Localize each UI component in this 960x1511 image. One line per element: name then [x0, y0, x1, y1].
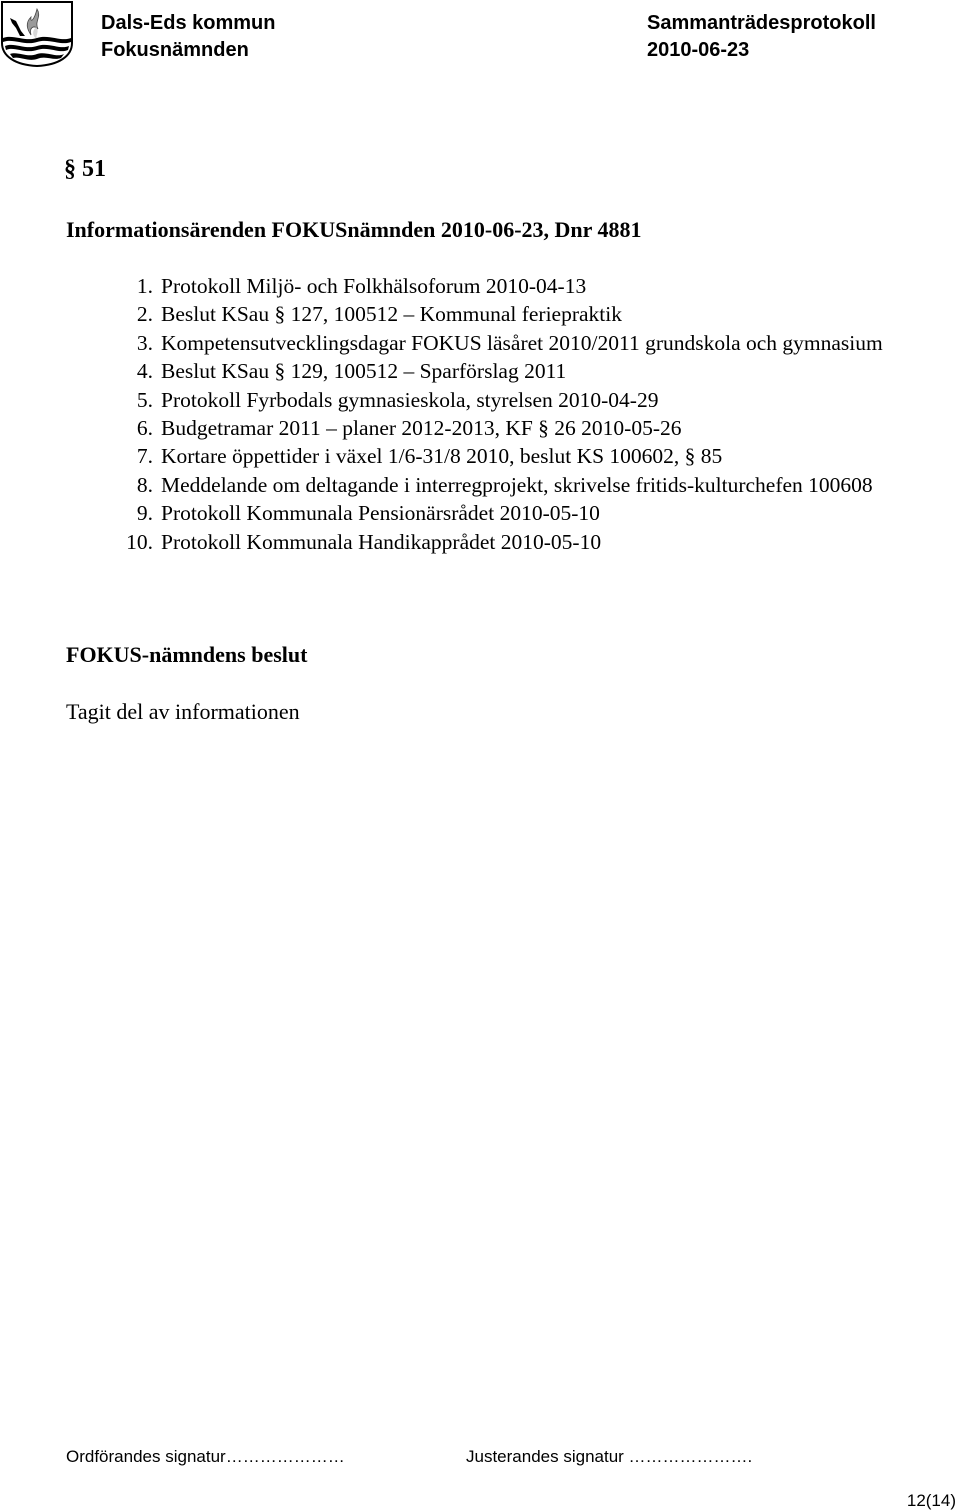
adjuster-signature-line: Justerandes signatur ………………….	[466, 1447, 753, 1466]
chair-signature-line: Ordförandes signatur…………………	[66, 1447, 345, 1466]
item-number: 7.	[136, 444, 153, 469]
meeting-date: 2010-06-23	[647, 39, 750, 61]
item-text: Meddelande om deltagande i interregprojekt, skrivelse fritids-kulturchefen 100608	[161, 472, 873, 497]
item-text: Kortare öppettider i växel 1/6-31/8 2010, beslut KS 100602, § 85	[161, 444, 723, 469]
list-item	[66, 272, 946, 300]
item-text: Protokoll Fyrbodals gymnasieskola, styrelsen 2010-04-29	[161, 387, 659, 412]
list-item	[66, 414, 946, 442]
item-text: Protokoll Kommunala Pensionärsrådet 2010-05-10	[161, 501, 600, 526]
item-number: 6.	[136, 416, 153, 441]
decision-text: Tagit del av informationen	[66, 699, 300, 724]
list-item	[66, 357, 946, 385]
item-number: 2.	[136, 302, 153, 327]
item-text: Kompetensutvecklingsdagar FOKUS läsåret 2010/2011 grundskola och gymnasium	[161, 330, 883, 355]
document-type: Sammanträdesprotokoll	[647, 12, 876, 34]
list-item	[66, 386, 946, 414]
item-text: Budgetramar 2011 – planer 2012-2013, KF § 26 2010-05-26	[161, 416, 682, 441]
item-text: Protokoll Kommunala Handikapprådet 2010-05-10	[161, 529, 602, 554]
list-item	[66, 442, 946, 470]
item-text: Protokoll Miljö- och Folkhälsoforum 2010-04-13	[161, 274, 587, 298]
list-item	[66, 528, 946, 556]
item-number: 1.	[136, 274, 153, 298]
information-items-list	[66, 272, 946, 556]
item-number: 9.	[136, 501, 153, 526]
item-number: 5.	[136, 387, 153, 412]
item-number: 10.	[126, 529, 153, 554]
item-number: 4.	[136, 359, 153, 384]
list-item	[66, 499, 946, 527]
item-number: 3.	[136, 330, 153, 355]
list-item	[66, 300, 946, 328]
municipality-name: Dals-Eds kommun	[101, 12, 276, 34]
section-heading: Informationsärenden FOKUSnämnden 2010-06-23, Dnr 4881	[66, 217, 642, 242]
item-number: 8.	[136, 472, 153, 497]
item-text: Beslut KSau § 129, 100512 – Sparförslag 2011	[161, 359, 567, 384]
list-item	[66, 329, 946, 357]
municipal-logo-icon	[1, 1, 73, 67]
decision-heading: FOKUS-nämndens beslut	[66, 642, 308, 667]
page-number: 12(14)	[906, 1491, 956, 1510]
list-item	[66, 471, 946, 499]
board-name: Fokusnämnden	[101, 39, 249, 61]
item-text: Beslut KSau § 127, 100512 – Kommunal feriepraktik	[161, 302, 622, 327]
section-number: § 51	[64, 156, 106, 182]
